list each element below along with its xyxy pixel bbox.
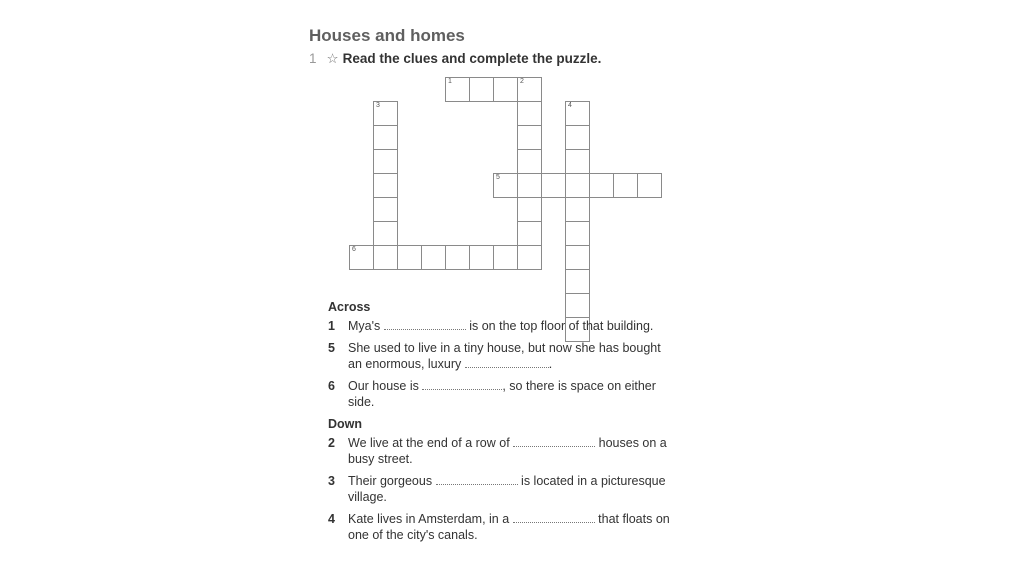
- crossword-cell[interactable]: [421, 245, 446, 270]
- clue-text-after: , so there is space on either side.: [348, 378, 656, 409]
- star-icon: ☆: [326, 51, 339, 66]
- exercise-instruction: [309, 51, 601, 67]
- clue-number-label: 1: [448, 78, 452, 85]
- clue-down-2: [328, 435, 673, 468]
- crossword-cell[interactable]: [373, 149, 398, 174]
- crossword-cell[interactable]: [517, 245, 542, 270]
- clue-number-label: 3: [376, 102, 380, 109]
- crossword-cell[interactable]: [517, 221, 542, 246]
- crossword-cell[interactable]: [637, 173, 662, 198]
- crossword-cell[interactable]: [397, 245, 422, 270]
- crossword-cell[interactable]: [517, 101, 542, 126]
- crossword-cell[interactable]: [517, 149, 542, 174]
- clue-number-label: 2: [520, 78, 524, 85]
- clue-across-1: [328, 318, 673, 335]
- crossword-cell[interactable]: [445, 245, 470, 270]
- answer-blank[interactable]: [384, 319, 466, 330]
- crossword-cell[interactable]: [469, 77, 494, 102]
- crossword-cell[interactable]: [373, 125, 398, 150]
- crossword-cell[interactable]: [565, 149, 590, 174]
- clue-text-after: houses on a busy street.: [348, 435, 667, 466]
- clue-text-after: .: [548, 357, 553, 371]
- crossword-cell[interactable]: [565, 269, 590, 294]
- crossword-cell[interactable]: [493, 173, 518, 198]
- answer-blank[interactable]: [436, 474, 518, 485]
- instruction-text: Read the clues and complete the puzzle.: [342, 51, 602, 66]
- crossword-cell[interactable]: [565, 245, 590, 270]
- clue-number-label: 4: [568, 102, 572, 109]
- crossword-cell[interactable]: [349, 245, 374, 270]
- clue-number-label: 6: [352, 246, 356, 253]
- crossword-cell[interactable]: [469, 245, 494, 270]
- clue-number: 4: [328, 511, 335, 526]
- crossword-cell[interactable]: [565, 173, 590, 198]
- clue-across-6: [328, 378, 673, 411]
- crossword-cell[interactable]: [373, 221, 398, 246]
- clue-text-after: is on the top floor of that building.: [469, 319, 654, 333]
- page-title: Houses and homes: [309, 26, 465, 45]
- crossword-cell[interactable]: [517, 77, 542, 102]
- crossword-cell[interactable]: [517, 173, 542, 198]
- crossword-cell[interactable]: [373, 197, 398, 222]
- clue-number: 3: [328, 473, 335, 488]
- clue-text-before: Their gorgeous: [348, 473, 433, 488]
- down-heading: Down: [328, 416, 363, 431]
- across-heading: Across: [328, 300, 371, 314]
- clue-text-before: She used to live in a tiny house, but now she has bought an enormous, luxury: [348, 340, 661, 371]
- crossword-cell[interactable]: [565, 125, 590, 150]
- answer-blank[interactable]: [513, 512, 595, 523]
- clue-number: 1: [328, 319, 335, 333]
- crossword-cell[interactable]: [613, 173, 638, 198]
- clue-number-label: 5: [496, 174, 500, 181]
- clue-text-before: We live at the end of a row of: [348, 435, 510, 450]
- clue-number: 6: [328, 378, 335, 393]
- crossword-cell[interactable]: [493, 245, 518, 270]
- crossword-cell[interactable]: [541, 173, 566, 198]
- crossword-cell[interactable]: [565, 197, 590, 222]
- crossword-cell[interactable]: [373, 173, 398, 198]
- crossword-cell[interactable]: [373, 245, 398, 270]
- crossword-cell[interactable]: [589, 173, 614, 198]
- crossword-cell[interactable]: [517, 197, 542, 222]
- answer-blank[interactable]: [465, 357, 549, 368]
- clue-number: 5: [328, 340, 335, 355]
- exercise-number: 1: [309, 51, 317, 66]
- crossword-cell[interactable]: [373, 101, 398, 126]
- clue-across-5: [328, 340, 673, 373]
- crossword-cell[interactable]: [565, 221, 590, 246]
- crossword-cell[interactable]: [445, 77, 470, 102]
- clue-down-3: [328, 473, 673, 506]
- crossword-cell[interactable]: [493, 77, 518, 102]
- crossword-cell[interactable]: [517, 125, 542, 150]
- answer-blank[interactable]: [513, 436, 595, 447]
- clue-text-after: is located in a picturesque village.: [348, 473, 666, 504]
- clue-text-before: Our house is: [348, 378, 419, 393]
- clues-section: [328, 300, 673, 549]
- clue-text-after: that floats on one of the city's canals.: [348, 511, 670, 542]
- clue-down-4: [328, 511, 673, 544]
- clue-number: 2: [328, 435, 335, 450]
- clue-text-before: Kate lives in Amsterdam, in a: [348, 511, 510, 526]
- answer-blank[interactable]: [422, 379, 502, 390]
- crossword-cell[interactable]: [565, 101, 590, 126]
- clue-text-before: Mya's: [348, 319, 381, 333]
